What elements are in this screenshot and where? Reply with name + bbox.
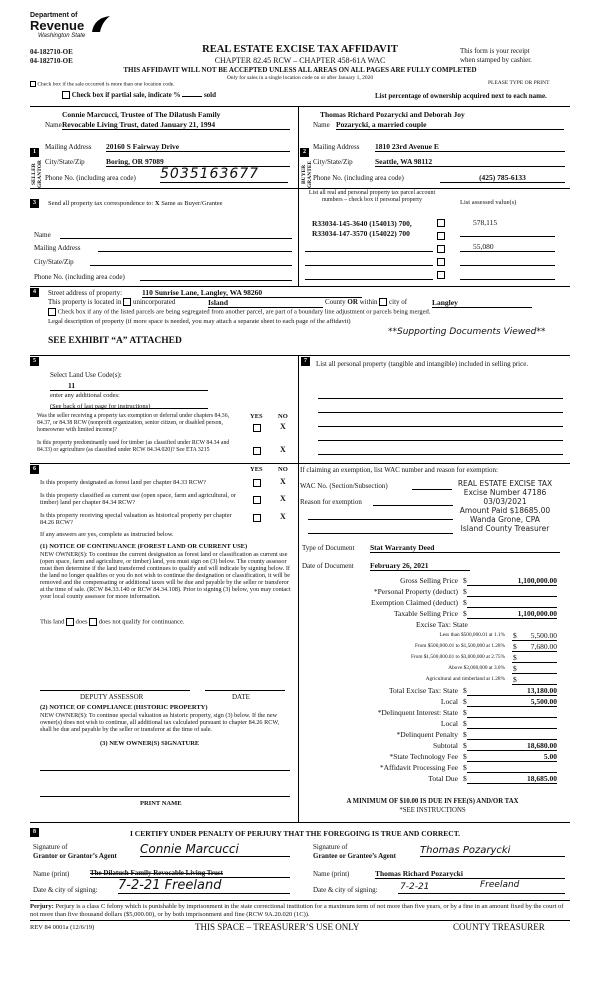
grantor-sig-label: Signature of: [33, 843, 68, 851]
grantee-print-label: Name (print): [313, 870, 350, 878]
row-personal: *Personal Property (deduct) $: [300, 587, 565, 598]
tier2-value[interactable]: 7,680.00: [512, 642, 557, 652]
street-value[interactable]: 110 Sunrise Lane, Langley, WA 98260: [142, 288, 362, 298]
delinquent-interest-value[interactable]: [467, 708, 557, 718]
city-value[interactable]: Langley: [432, 298, 532, 308]
exemption-intro: If claiming an exemption, list WAC number and reason for exemption:: [300, 466, 498, 474]
multi-location-checkbox-row: [30, 81, 175, 87]
s6-q1-yes-checkbox[interactable]: [253, 479, 261, 487]
grantee-print-value[interactable]: Thomas Richard Pozarycki: [375, 869, 565, 879]
s5-q1: Was the seller receiving a property tax exemption or deferral under chapters 84.36, 84.37, or 84.38 RCW (nonprofit organization, senior citizen, or disabled person, homeowner with limited income)?: [37, 413, 230, 433]
row-tier2: From $500,000.01 to $1,500,000 at 1.28% $ 7,680.00: [414, 642, 557, 651]
treasurer-stamp: [440, 479, 570, 533]
s6-q2-no-mark[interactable]: X: [280, 494, 286, 503]
phone-label: Phone No. (including area code): [34, 273, 125, 281]
s6-q3-yes-checkbox[interactable]: [253, 514, 261, 522]
land-does-checkbox[interactable]: [66, 618, 74, 626]
notice2-title: (2) NOTICE OF COMPLIANCE (HISTORIC PROPERTY): [40, 704, 208, 711]
print-name-label: PRINT NAME: [140, 800, 182, 807]
row-tier1: Less than $500,000.01 at 1.1% $ 5,500.00: [439, 631, 557, 640]
send-correspondence-label: Send all property tax correspondence to: X Same as Buyer/Grantee: [48, 200, 223, 207]
correspondence-name-field[interactable]: [60, 238, 292, 239]
seller-side-label: SELLER GRANTOR: [31, 159, 43, 188]
print-name-line[interactable]: [40, 796, 290, 797]
see-back-note: (See back of last page for instructions): [50, 403, 151, 410]
buyer-city-label: City/State/Zip: [313, 158, 353, 166]
grantee-city-value[interactable]: Freeland: [480, 880, 520, 890]
seller-name-line1: Connie Marcucci, Trustee of The Dilatush Family: [62, 110, 221, 119]
row-taxable: Taxable Selling Price $ 1,100,000.00: [393, 609, 557, 618]
deputy-assessor-label: DEPUTY ASSESSOR: [80, 693, 144, 701]
s6-q1-no-mark[interactable]: X: [280, 477, 286, 486]
s5-q1-yes-checkbox[interactable]: [253, 424, 261, 432]
assessed-value-1[interactable]: 578,115: [473, 218, 498, 227]
s6-q2-yes-checkbox[interactable]: [253, 496, 261, 504]
receipt-line2: when stamped by cashier.: [460, 56, 532, 64]
tech-fee-value[interactable]: 5.00: [467, 752, 557, 762]
stamp-line1: REAL ESTATE EXCISE TAX: [457, 479, 553, 488]
parcel-1-personal-checkbox[interactable]: [437, 219, 445, 227]
subtotal-value[interactable]: 18,680.00: [467, 741, 557, 751]
land-use-label: Select Land Use Code(s):: [50, 371, 122, 379]
county-treasurer: COUNTY TREASURER: [453, 922, 545, 932]
doc-type-label: Type of Document: [302, 544, 355, 552]
grantee-signature[interactable]: Thomas Pozarycki: [420, 845, 565, 857]
wac-label: WAC No. (Section/Subsection): [300, 482, 388, 490]
supporting-docs-stamp: **Supporting Documents Viewed**: [388, 327, 546, 337]
s5-q2: Is this property predominantly used for timber (as classified under RCW 84.34 and 84.33) or agriculture (as classified under RCW 84.34.020)? See ETA 3215: [37, 440, 230, 453]
buyer-name-line2[interactable]: Pozarycki, a married couple: [336, 120, 564, 130]
only-sales-note: Only for sales in a single location code on or after January 1, 2020: [226, 75, 374, 81]
certify-statement: I CERTIFY UNDER PENALTY OF PERJURY THAT THE FOREGOING IS TRUE AND CORRECT.: [130, 829, 461, 838]
correspondence-city-field[interactable]: [90, 265, 292, 266]
assessed-header: List assessed value(s): [460, 199, 517, 206]
grantor-date-label: Date & city of signing:: [33, 886, 98, 894]
grantee-date-value[interactable]: 7-2-21: [400, 882, 430, 892]
stamp-line5: Wanda Grone, CPA: [470, 515, 540, 524]
deputy-assessor-line[interactable]: [40, 690, 190, 691]
seller-mailing-label: Mailing Address: [45, 143, 92, 151]
doc-date-value[interactable]: February 26, 2021: [370, 561, 470, 571]
row-tier3: From $1,500,000.01 to $3,000,000 at 2.75% $: [300, 653, 565, 664]
total-state-value[interactable]: 13,180.00: [467, 686, 557, 696]
segregated-checkbox[interactable]: [48, 308, 56, 316]
section-number-5: 5: [30, 357, 39, 366]
legal-description-label: Legal description of property (if more space is needed, you may attach a separate sheet to each page of the affidavit): [48, 318, 351, 325]
section-number-2: 2: [300, 148, 309, 157]
delinquent-penalty-value[interactable]: [467, 730, 557, 740]
dept-line1: Department of: [30, 12, 78, 19]
row-local: Local $ 5,500.00: [440, 697, 557, 706]
doc-type-value[interactable]: Stat Warranty Deed: [370, 543, 560, 553]
s5-q2-yes-checkbox[interactable]: [253, 447, 261, 455]
dor-logo: [30, 12, 120, 42]
section-number-4: 4: [30, 288, 39, 297]
buyer-side-label: BUYER GRANTEE: [301, 160, 313, 188]
total-due-value[interactable]: 18,685.00: [467, 774, 557, 784]
tier4-value[interactable]: [512, 664, 557, 674]
tier1-value[interactable]: 5,500.00: [512, 631, 557, 641]
city-label: City/State/Zip: [34, 258, 74, 266]
local-value[interactable]: 5,500.00: [467, 697, 557, 707]
street-label: Street address of property:: [48, 289, 123, 297]
mailing-label: Mailing Address: [34, 244, 81, 252]
grantee-sig-label: Signature of: [313, 843, 348, 851]
dept-line3: Washington State: [38, 33, 86, 39]
grantee-date-label: Date & city of signing:: [313, 886, 378, 894]
location-row: This property is located in unincorporated: [48, 298, 176, 306]
row-total-due: Total Due $ 18,685.00: [428, 774, 557, 783]
tier3-value[interactable]: [512, 653, 557, 663]
seller-name-line2[interactable]: Revocable Living Trust, dated January 21, 1994: [62, 120, 290, 130]
notice1-body: NEW OWNER(S): To continue the current designation as forest land or classification as current use (open space, farm and agriculture, or timber) land, you must sign on (3) below. The county assessor must then determine if the land transferred continues to qualify and will indicate by signing below. If the land no longer qualifies or you do not wish to continue the designation or classification, it will be removed and the compensating or additional taxes will be due and payable by the seller or transferor at the time of sale. (RCW 84.33.140 or RCW 84.34.108). Prior to signing (3) below, you may contact your local county assessor for more information.: [40, 551, 291, 600]
parcel-checkboxes: [437, 219, 445, 284]
buyer-name-line1: Thomas Richard Pozarycki and Deborah Joy: [320, 110, 465, 119]
exemption-value[interactable]: [467, 598, 557, 608]
personal-property-label: List all personal property (tangible and intangible) included in selling price.: [316, 360, 529, 368]
row-total-state: Total Excise Tax: State $ 13,180.00: [388, 686, 557, 695]
notice1-title: (1) NOTICE OF CONTINUANCE (FOREST LAND OR CURRENT USE): [40, 543, 248, 550]
buyer-phone-value[interactable]: (425) 785-6133: [440, 173, 565, 183]
assessed-value-2[interactable]: 55,080: [473, 242, 494, 251]
additional-codes-label: enter any additional codes:: [50, 392, 120, 399]
new-owner-signature-label: (3) NEW OWNER(S) SIGNATURE: [100, 740, 200, 747]
rev-code: REV 84 0001a (12/6/19): [30, 924, 95, 931]
s5-q1-no-mark[interactable]: X: [280, 422, 286, 431]
s6-q2: Is this property classified as current use (open space, farm and agricultural, or timber) land per chapter 84.34 RCW?: [40, 492, 236, 506]
city-of-checkbox[interactable]: [379, 298, 387, 306]
row-delinquent-penalty: *Delinquent Penalty $: [300, 730, 565, 741]
s6-q3-no-mark[interactable]: X: [280, 512, 286, 521]
s6-yes-header: YES: [250, 466, 263, 473]
treasurer-space: THIS SPACE – TREASURER’S USE ONLY: [195, 922, 360, 932]
section-number-3: 3: [30, 199, 39, 208]
parcel-2-personal-checkbox[interactable]: [437, 232, 445, 240]
perjury-statement: Perjury: Perjury is a class C felony which is punishable by imprisonment in the state correctional institution for a maximum term of not more than five years, or by a fine in an amount fixed by the court of not more than five thousand dollars ($5,000.00), or by both imprisonment and fine (RCW 9A.20.020 (1C)).: [30, 903, 564, 918]
see-instructions: *SEE INSTRUCTIONS: [399, 807, 466, 814]
segregated-row: Check box if any of the listed parcels are being segregated from another parcel, are part of a boundary line adjustment or parcels being merged.: [48, 308, 430, 316]
gross-value[interactable]: 1,100,000.00: [467, 576, 557, 586]
stamp-line3: 03/03/2021: [483, 497, 527, 506]
reason-label: Reason for exemption: [300, 498, 362, 506]
parcel-3-personal-checkbox[interactable]: [437, 245, 445, 253]
partial-sale-row: [62, 91, 216, 99]
s6-no-header: NO: [278, 466, 288, 473]
stamp-line6: Island County Treasurer: [460, 524, 550, 533]
form-subtitle: CHAPTER 82.45 RCW – CHAPTER 458-61A WAC: [214, 56, 386, 65]
partial-sale-checkbox[interactable]: [62, 91, 70, 99]
section-number-7: 7: [301, 357, 310, 366]
row-excise-header: Excise Tax: State: [416, 620, 468, 629]
row-gross: Gross Selling Price $ 1,100,000.00: [400, 576, 557, 585]
state-emblem-icon: [90, 14, 112, 34]
stamp-line2: Excise Number 47186: [463, 488, 547, 497]
multi-location-checkbox[interactable]: [30, 81, 36, 87]
parcel-header: List all real and personal property tax parcel account numbers – check box if personal property: [308, 190, 436, 203]
personal-value[interactable]: [467, 587, 557, 597]
unincorporated-checkbox[interactable]: [123, 298, 131, 306]
s5-no-header: NO: [278, 413, 288, 420]
parcel-4-personal-checkbox[interactable]: [437, 258, 445, 266]
seller-mailing-value[interactable]: 20160 S Fairway Drive: [106, 142, 290, 152]
assessor-date-label: DATE: [232, 693, 250, 701]
ownership-note: List percentage of ownership acquired next to each name.: [375, 92, 547, 100]
form-code-1: 04-182710-OE: [30, 48, 73, 56]
land-use-value[interactable]: 11: [50, 381, 208, 391]
doc-date-label: Date of Document: [302, 562, 354, 570]
row-delinquent-interest: *Delinquent Interest: State $: [300, 708, 565, 719]
grantor-agent-label: Grantor or Grantor’s Agent: [33, 852, 117, 860]
assessor-date-line[interactable]: [205, 690, 285, 691]
form-warning: THIS AFFIDAVIT WILL NOT BE ACCEPTED UNLESS ALL AREAS ON ALL PAGES ARE FULLY COMPLETED: [123, 66, 477, 74]
reason-field-3[interactable]: [308, 533, 453, 534]
row-tech-fee: *State Technology Fee $ 5.00: [389, 752, 557, 761]
s5-q2-no-mark[interactable]: X: [280, 445, 286, 454]
affidavit-fee-value[interactable]: [467, 763, 557, 773]
buyer-name-label: Name: [313, 121, 330, 129]
row-affidavit-fee: *Affidavit Processing Fee $: [300, 763, 565, 774]
new-owner-signature-line[interactable]: [40, 770, 290, 771]
notice2-body: NEW OWNER(S): To continue special valuation as historic property, sign (3) below. If the new owner(s) does not wish to continue, all additional tax calculated pursuant to chapter 84.26 RCW, shall be due and payable by the seller or transferor at the time of sale.: [40, 712, 280, 733]
seller-phone-value[interactable]: 5035163677: [160, 166, 288, 183]
county-value[interactable]: Island: [208, 298, 323, 308]
receipt-line1: This form is your receipt: [460, 47, 530, 55]
land-does-not-checkbox[interactable]: [89, 618, 97, 626]
land-qualify-row: This land does does not qualify for continuance.: [40, 618, 185, 626]
section-number-6: 6: [30, 465, 39, 474]
grantor-signature[interactable]: Connie Marcucci: [140, 842, 290, 857]
parcel-5-personal-checkbox[interactable]: [437, 271, 445, 279]
type-print-note: PLEASE TYPE OR PRINT: [488, 80, 550, 86]
section-number-8: 8: [30, 828, 39, 837]
local2-value[interactable]: [467, 719, 557, 729]
multi-location-label: Check box if the sale occurred is more than one location code.: [37, 81, 175, 88]
row-exemption: Exemption Claimed (deduct) $: [300, 598, 565, 609]
legal-description-value[interactable]: SEE EXHIBIT “A” ATTACHED: [48, 336, 182, 346]
if-yes-note: If any answers are yes, complete as instructed below.: [40, 531, 174, 538]
correspondence-mailing-field[interactable]: [98, 251, 292, 252]
seller-phone-label: Phone No. (including area code): [45, 174, 136, 182]
s6-q1: Is this property designated as forest land per chapter 84.33 RCW?: [40, 479, 206, 486]
row-tier5: Agricultural and timberland at 1.28% $: [300, 675, 565, 686]
row-local2: Local $: [300, 719, 565, 730]
buyer-mailing-label: Mailing Address: [313, 143, 360, 151]
row-tier4: Above $3,000,000 at 3.0% $: [300, 664, 565, 675]
seller-city-value[interactable]: Boring, OR 97089: [106, 157, 290, 167]
reason-field-2[interactable]: [308, 519, 453, 520]
name-label: Name: [34, 231, 51, 239]
taxable-value[interactable]: 1,100,000.00: [467, 609, 557, 619]
buyer-mailing-value[interactable]: 1810 23rd Avenue E: [375, 142, 565, 152]
partial-sale-pct-field[interactable]: [182, 96, 202, 97]
row-subtotal: Subtotal $ 18,680.00: [432, 741, 557, 750]
buyer-phone-label: Phone No. (including area code): [313, 174, 404, 182]
minimum-due-note: A MINIMUM OF $10.00 IS DUE IN FEE(S) AND/OR TAX: [346, 798, 519, 805]
partial-sale-label: Check box if partial sale, indicate %: [71, 91, 181, 99]
sold-label: sold: [203, 91, 217, 99]
stamp-line4: Amount Paid $18685.00: [459, 506, 551, 515]
grantee-agent-label: Grantee or Grantee’s Agent: [313, 852, 397, 860]
parcel-1[interactable]: R33034-145-3640 (154013) 700,: [312, 219, 412, 228]
grantor-print-value[interactable]: The Dilatush Family Revocable Living Trust: [90, 869, 290, 878]
form-title: REAL ESTATE EXCISE TAX AFFIDAVIT: [202, 44, 398, 55]
county-or-row: County OR within city of: [325, 298, 408, 306]
seller-city-label: City/State/Zip: [45, 158, 85, 166]
tax-table: [300, 576, 565, 785]
s6-q3: Is this property receiving special valuation as historical property per chapter 84.26 RCW?: [40, 512, 232, 526]
buyer-city-value[interactable]: Seattle, WA 98112: [375, 157, 565, 167]
section-number-1: 1: [30, 148, 39, 157]
grantor-print-label: Name (print): [33, 870, 70, 878]
seller-name-label: Name: [45, 121, 62, 129]
s5-yes-header: YES: [250, 413, 263, 420]
form-code-2: 04-182710-OE: [30, 57, 73, 65]
grantor-date-value[interactable]: 7-2-21 Freeland: [118, 878, 290, 894]
parcel-2[interactable]: R33034-147-3570 (154022) 700: [312, 229, 410, 238]
dept-line2: Revenue: [30, 18, 85, 33]
correspondence-phone-field[interactable]: [140, 280, 292, 281]
tier5-value[interactable]: [512, 675, 557, 685]
